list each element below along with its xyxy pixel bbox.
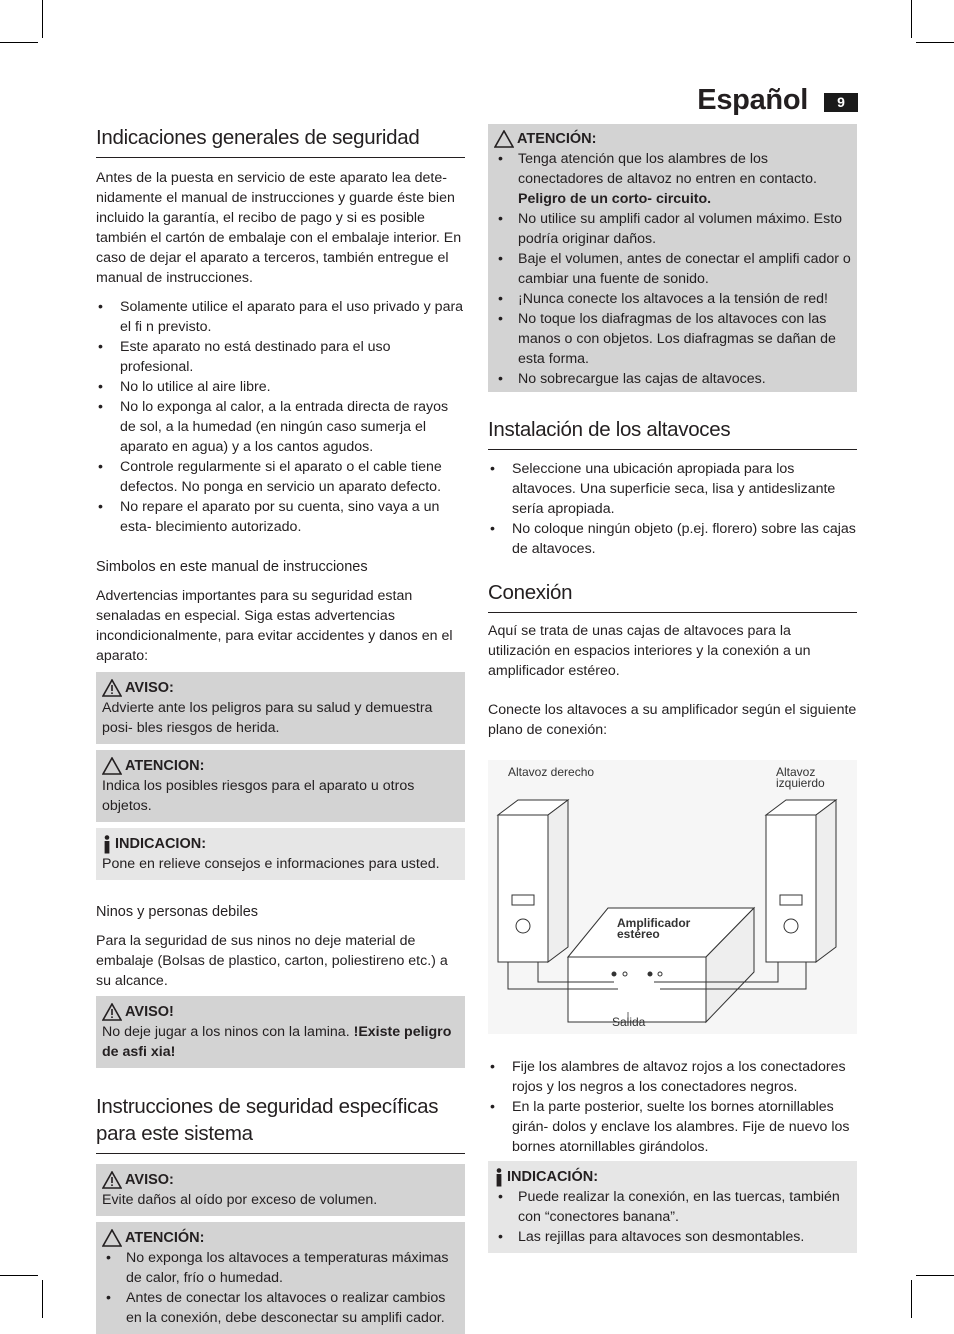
- list-item: [494, 149, 851, 209]
- list-item: • No repare el aparato por su cuenta, sino vaya a un esta- blecimiento autorizado.: [96, 497, 465, 537]
- atencion-system-list: [102, 1248, 459, 1328]
- diagram-label-amplifier: Amplificador: [617, 916, 691, 930]
- subsection-title-children: Ninos y personas debiles: [96, 904, 259, 920]
- list-item: • Este aparato no está destinado para el uso profesional.: [96, 337, 465, 377]
- indicacion-label: INDICACION:: [115, 836, 207, 852]
- connection-list: [488, 1057, 857, 1157]
- aviso-children-box: [96, 996, 465, 1068]
- section-title-specific-safety: Instrucciones de seguridad especíﬁcas para este sistema: [96, 1093, 465, 1154]
- list-item: • Las rejillas para altavoces son desmontables.: [494, 1227, 851, 1247]
- info-icon: [494, 1168, 504, 1187]
- crop-mark: [911, 1280, 912, 1318]
- indicacion-connection-box: [488, 1161, 857, 1253]
- aviso-heading: [102, 1170, 459, 1190]
- section-title-installation: Instalación de los altavoces: [488, 416, 857, 450]
- atencion-speaker-list: [494, 149, 851, 389]
- crop-mark: [0, 42, 38, 43]
- short-circuit-strong: Peligro de un corto- circuito.: [518, 191, 712, 207]
- aviso-volume-text: Evite daños al oído por exceso de volumen.: [102, 1192, 378, 1208]
- atencion-label: ATENCION:: [125, 758, 205, 774]
- list-item: • En la parte posterior, suelte los bornes atornillables girán- dolos y enclave los alambres. Fije de nuevo los bornes atornillables girándolos.: [488, 1097, 857, 1157]
- diagram-label-output: Salida: [612, 1015, 646, 1029]
- list-item: • No utilice su amplifi cador al volumen máximo. Esto podría originar daños.: [494, 209, 851, 249]
- atencion-label: ATENCIÓN:: [517, 131, 597, 147]
- crop-mark: [916, 1275, 954, 1276]
- diagram-label-right-speaker: Altavoz derecho: [508, 765, 595, 779]
- atencion-label: ATENCIÓN:: [125, 1230, 205, 1246]
- connection-diagram: [488, 760, 857, 1034]
- atencion-heading: [102, 756, 459, 776]
- section-title-general-safety: Indicaciones generales de seguridad: [96, 124, 465, 158]
- crop-mark: [916, 42, 954, 43]
- diagram-label-left-speaker-2: izquierdo: [776, 776, 825, 790]
- warning-triangle-icon: [102, 1171, 122, 1189]
- list-item: • No sobrecargue las cajas de altavoces.: [494, 369, 851, 389]
- aviso-heading: [102, 1002, 459, 1022]
- crop-mark: [0, 1275, 38, 1276]
- general-safety-list: [96, 297, 465, 537]
- aviso-text: Advierte ante los peligros para su salud y demuestra posi- bles riesgos de herida.: [102, 700, 433, 736]
- diagram-label-left-speaker: Altavoz: [776, 765, 816, 779]
- list-item: • No lo utilice al aire libre.: [96, 377, 465, 397]
- indicacion-heading: [494, 1167, 851, 1187]
- right-column: [488, 124, 857, 1253]
- indicacion-heading: [102, 834, 459, 854]
- general-safety-intro: Antes de la puesta en servicio de este aparato lea dete- nidamente el manual de instrucciones y guarde éste bien incluido la garantía, el recibo de pago y si es posible también el cartón de embalaje con el embalaje interior. En caso de dejar el aparato a terceros, también entregue el manual de instrucciones.: [96, 170, 462, 286]
- warning-triangle-icon: [102, 679, 122, 697]
- list-item: • No lo exponga al calor, a la entrada directa de rayos de sol, a la humedad (en ningún caso sumerja el aparato en agua) y a los cantos agudos.: [96, 397, 465, 457]
- indicacion-box: [96, 828, 465, 880]
- list-item: • No toque los diafragmas de los altavoces con las manos o con objetos. Los diafragmas se dañan de esta forma.: [494, 309, 851, 369]
- section-title-connection: Conexión: [488, 579, 857, 613]
- page-number: 9: [824, 93, 858, 112]
- atencion-heading: [494, 129, 851, 149]
- list-item: • Solamente utilice el aparato para el uso privado y para el fi n previsto.: [96, 297, 465, 337]
- list-item: • Controle regularmente si el aparato o el cable tiene defectos. No ponga en servicio un aparato defecto.: [96, 457, 465, 497]
- list-item: • Antes de conectar los altavoces o realizar cambios en la conexión, debe desconectar su amplifi cador.: [102, 1288, 459, 1328]
- aviso-label: AVISO:: [125, 1172, 174, 1188]
- left-column: [96, 124, 465, 1334]
- short-circuit-text: Tenga atención que los alambres de los conectadores de altavoz no entren en contacto.: [518, 151, 817, 187]
- indicacion-label: INDICACIÓN:: [507, 1169, 599, 1185]
- aviso-children-strong: !Existe peligro de asfi xia!: [102, 1024, 452, 1060]
- diagram-label-amplifier-2: estéreo: [617, 927, 660, 941]
- caution-triangle-icon: [102, 1229, 122, 1247]
- atencion-text: Indica los posibles riesgos para el aparato u otros objetos.: [102, 778, 415, 814]
- crop-mark: [42, 0, 43, 38]
- connection-instructions: Conecte los altavoces a su amplificador según el siguiente plano de conexión:: [488, 702, 857, 738]
- list-item: • Fije los alambres de altavoz rojos a los conectadores rojos y los negros a los conectadores negros.: [488, 1057, 857, 1097]
- aviso-volume-box: [96, 1164, 465, 1216]
- indicacion-text: Pone en relieve consejos e informaciones para usted.: [102, 856, 440, 872]
- aviso-children-plain: No deje jugar a los ninos con la lamina.: [102, 1024, 354, 1040]
- connection-diagram-drawing: [488, 760, 857, 1034]
- crop-mark: [42, 1280, 43, 1318]
- list-item: • No exponga los altavoces a temperaturas máximas de calor, frío o humedad.: [102, 1248, 459, 1288]
- list-item: • Baje el volumen, antes de conectar el amplifi cador o cambiar una fuente de sonido.: [494, 249, 851, 289]
- children-text: Para la seguridad de sus ninos no deje material de embalaje (Bolsas de plastico, carton, poliestireno etc.) a su alcance.: [96, 933, 448, 989]
- aviso-children-text: [102, 1022, 459, 1062]
- connection-intro: Aquí se trata de unas cajas de altavoces para la utilización en espacios interiores y la conexión a un amplificador estéreo.: [488, 623, 811, 679]
- aviso-box: [96, 672, 465, 744]
- aviso-heading: [102, 678, 459, 698]
- warning-triangle-icon: [102, 1003, 122, 1021]
- caution-triangle-icon: [102, 757, 122, 775]
- atencion-speaker-box: [488, 124, 857, 392]
- crop-mark: [911, 0, 912, 38]
- installation-list: [488, 459, 857, 559]
- page-language-title: Español: [697, 84, 808, 116]
- list-item: • Seleccione una ubicación apropiada para los altavoces. Una superficie seca, lisa y antideslizante sería apropiada.: [488, 459, 857, 519]
- list-item: • Puede realizar la conexión, en las tuercas, también con “conectores banana”.: [494, 1187, 851, 1227]
- list-item: • ¡Nunca conecte los altavoces a la tensión de red!: [494, 289, 851, 309]
- atencion-system-box: [96, 1222, 465, 1334]
- caution-triangle-icon: [494, 130, 514, 148]
- subsection-title-symbols: Simbolos en este manual de instrucciones: [96, 559, 368, 575]
- indicacion-connection-list: [494, 1187, 851, 1247]
- aviso-label: AVISO!: [125, 1004, 174, 1020]
- aviso-label: AVISO:: [125, 680, 174, 696]
- atencion-heading: [102, 1228, 459, 1248]
- symbols-intro: Advertencias importantes para su seguridad estan senaladas en especial. Siga estas advertencias incondicionalmente, para evitar accidentes y danos en el aparato:: [96, 588, 453, 664]
- list-item: • No coloque ningún objeto (p.ej. florero) sobre las cajas de altavoces.: [488, 519, 857, 559]
- info-icon: [102, 835, 112, 854]
- atencion-box: [96, 750, 465, 822]
